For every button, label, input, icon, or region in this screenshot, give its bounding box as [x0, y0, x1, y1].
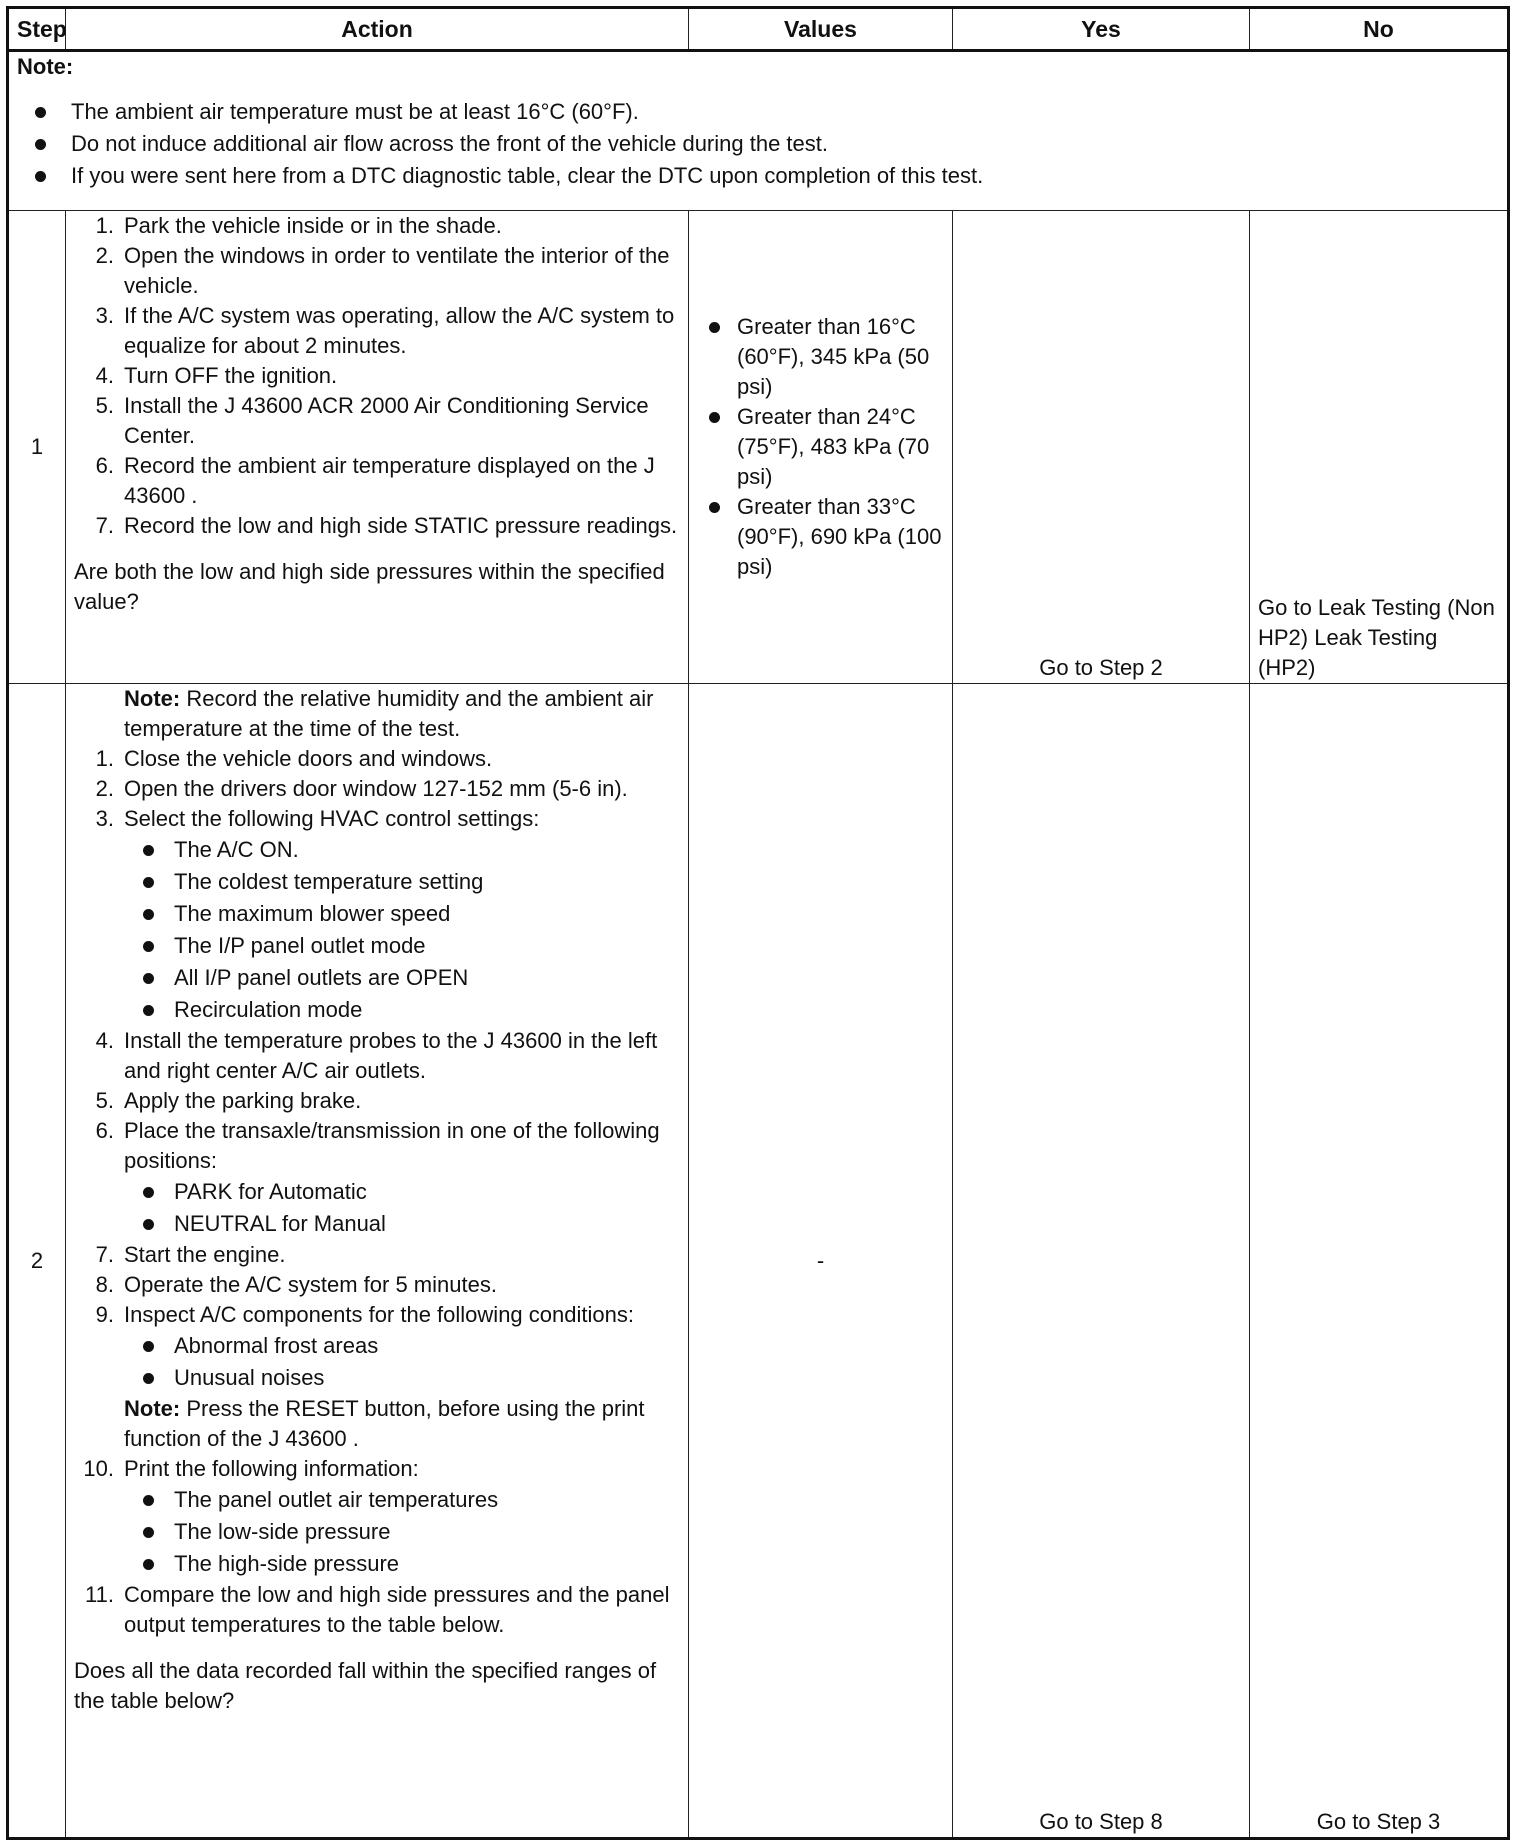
- sub-item: Unusual noises: [124, 1362, 680, 1394]
- step-1-question: Are both the low and high side pressures within the specified value?: [74, 559, 665, 614]
- header-row: [8, 8, 1509, 51]
- step-1-number: 1: [8, 211, 66, 684]
- step-2-action-list: [74, 744, 680, 1640]
- action-item: 2. Open the drivers door window 127-152 mm (5-6 in).: [95, 776, 628, 801]
- step-2-question: Does all the data recorded fall within the specified ranges of the table below?: [74, 1658, 657, 1713]
- sub-item: Recirculation mode: [124, 994, 680, 1026]
- action-item: 7. Start the engine.: [95, 1242, 286, 1267]
- step-1-values: [689, 211, 953, 684]
- sub-item: The I/P panel outlet mode: [124, 930, 680, 962]
- action-item: 3. Select the following HVAC control settings: The A/C ON. The coldest temperature setting The maximum blower speed The I/P panel outlet mode All I/P panel outlets are OPEN Recirculation mode: [74, 804, 680, 1026]
- sub-item: The high-side pressure: [124, 1548, 680, 1580]
- step-2-note-text: Record the relative humidity and the ambient air temperature at the time of the test.: [124, 686, 654, 741]
- step-2-number: 2: [8, 684, 66, 1839]
- value-item: Greater than 33°C (90°F), 690 kPa (100 psi): [697, 492, 944, 582]
- sub-item: The panel outlet air temperatures: [124, 1484, 680, 1516]
- step-1-row: [8, 211, 1509, 684]
- step-2-action: [66, 684, 689, 1839]
- sub-item: The coldest temperature setting: [124, 866, 680, 898]
- transmission-positions-list: [124, 1176, 680, 1240]
- sub-item: The maximum blower speed: [124, 898, 680, 930]
- diagnostic-table: [6, 6, 1510, 1840]
- action-item: 5. Apply the parking brake.: [95, 1088, 362, 1113]
- note-item: Do not induce additional air flow across the front of the vehicle during the test.: [17, 128, 1499, 160]
- step-2-values: -: [689, 684, 953, 1839]
- step-2-row: [8, 684, 1509, 1839]
- step-2-yes: Go to Step 8: [953, 684, 1250, 1839]
- print-info-list: [124, 1484, 680, 1580]
- action-item: 1. Park the vehicle inside or in the shade.: [95, 213, 502, 238]
- action-item: 5. Install the J 43600 ACR 2000 Air Conditioning Service Center.: [95, 393, 649, 448]
- action-item: 9. Inspect A/C components for the following conditions: Abnormal frost areas Unusual noises Note: Press the RESET button, before using the print function of the J 43600 .: [74, 1300, 680, 1454]
- value-item: Greater than 24°C (75°F), 483 kPa (70 psi): [697, 402, 944, 492]
- header-yes: Yes: [953, 8, 1250, 51]
- action-item: 3. If the A/C system was operating, allow the A/C system to equalize for about 2 minutes.: [95, 303, 675, 358]
- step-2-note-2-text: Press the RESET button, before using the print function of the J 43600 .: [124, 1396, 645, 1451]
- step-1-no: Go to Leak Testing (Non HP2) Leak Testing (HP2): [1250, 211, 1509, 684]
- note-row: [8, 51, 1509, 211]
- step-2-note-label: Note:: [124, 686, 181, 711]
- step-1-action-list: [74, 211, 680, 541]
- action-item: 6. Record the ambient air temperature displayed on the J 43600 .: [95, 453, 655, 508]
- step-2-note-2: [124, 1394, 680, 1454]
- header-no: No: [1250, 8, 1509, 51]
- sub-item: PARK for Automatic: [124, 1176, 680, 1208]
- header-values: Values: [689, 8, 953, 51]
- inspect-conditions-list: [124, 1330, 680, 1394]
- step-1-values-list: [697, 312, 944, 582]
- header-action: Action: [66, 8, 689, 51]
- note-cell: [8, 51, 1509, 211]
- note-label: Note:: [17, 54, 74, 79]
- sub-item: The low-side pressure: [124, 1516, 680, 1548]
- action-item: 7. Record the low and high side STATIC pressure readings.: [95, 513, 678, 538]
- note-item: If you were sent here from a DTC diagnostic table, clear the DTC upon completion of this test.: [17, 160, 1499, 192]
- sub-item: Abnormal frost areas: [124, 1330, 680, 1362]
- note-list: [17, 96, 1499, 192]
- action-item: 4. Turn OFF the ignition.: [95, 363, 338, 388]
- step-2-note: [74, 684, 680, 744]
- sub-item: All I/P panel outlets are OPEN: [124, 962, 680, 994]
- sub-item: NEUTRAL for Manual: [124, 1208, 680, 1240]
- action-item: 4. Install the temperature probes to the J 43600 in the left and right center A/C air outlets.: [95, 1028, 658, 1083]
- value-item: Greater than 16°C (60°F), 345 kPa (50 psi): [697, 312, 944, 402]
- action-item: 1. Close the vehicle doors and windows.: [95, 746, 493, 771]
- action-item: 11. Compare the low and high side pressures and the panel output temperatures to the table below.: [85, 1582, 670, 1637]
- note-item: The ambient air temperature must be at least 16°C (60°F).: [17, 96, 1499, 128]
- header-step: Step: [8, 8, 66, 51]
- sub-item: The A/C ON.: [124, 834, 680, 866]
- step-1-action: [66, 211, 689, 684]
- action-item: 2. Open the windows in order to ventilate the interior of the vehicle.: [95, 243, 670, 298]
- action-item: 8. Operate the A/C system for 5 minutes.: [95, 1272, 497, 1297]
- hvac-settings-list: [124, 834, 680, 1026]
- action-item: 6. Place the transaxle/transmission in one of the following positions: PARK for Automatic NEUTRAL for Manual: [74, 1116, 680, 1240]
- step-2-no: Go to Step 3: [1250, 684, 1509, 1839]
- step-1-yes: Go to Step 2: [953, 211, 1250, 684]
- action-item: 10. Print the following information: The panel outlet air temperatures The low-side pressure The high-side pressure: [74, 1454, 680, 1580]
- step-2-note-2-label: Note:: [124, 1396, 181, 1421]
